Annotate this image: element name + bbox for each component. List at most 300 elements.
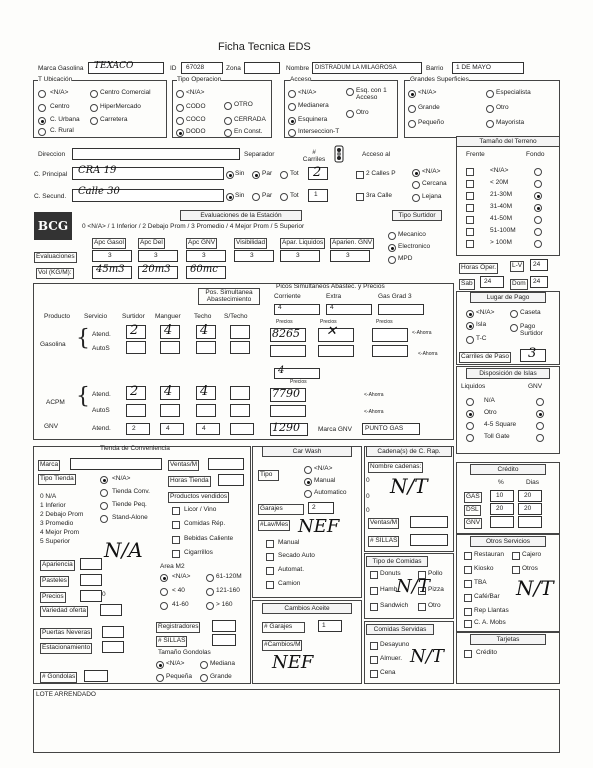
- acpm-autos-manguer-field[interactable]: [160, 404, 180, 417]
- acpm-manguer-value: 4: [164, 384, 173, 399]
- col-techo: Techo: [194, 313, 212, 320]
- direccion-field[interactable]: [72, 148, 240, 160]
- otros-servicios-mark: N/T: [516, 576, 554, 600]
- comidas-label: Comidas Rép.: [184, 520, 226, 527]
- terreno-fondo-radio[interactable]: [534, 192, 542, 200]
- ubicacion-hipermercado-radio[interactable]: [90, 104, 98, 112]
- calle-principal-value: CRA 19: [78, 165, 117, 176]
- eval-column-header: Aparien. GNV: [330, 238, 374, 249]
- acceso-na-2-radio[interactable]: [412, 169, 420, 177]
- cw-automat-checkbox[interactable]: [266, 567, 274, 575]
- otros-servicio-label: Otros: [522, 565, 538, 572]
- tamano-grande-label: Grande: [210, 673, 232, 680]
- gas-grad-picos-field[interactable]: [378, 304, 424, 315]
- eval-value-field[interactable]: [330, 250, 370, 262]
- evaluaciones-title: Evaluaciones de la Estación: [180, 210, 302, 221]
- gas-extra-picos-value: 4: [330, 304, 334, 311]
- area-121-radio[interactable]: [206, 588, 214, 596]
- terreno-row-label: <N/A>: [490, 167, 509, 174]
- cigarrillos-checkbox[interactable]: [172, 550, 180, 558]
- islas-liquidos-radio[interactable]: [466, 434, 474, 442]
- cadena-ventas-field[interactable]: [410, 516, 448, 528]
- principal-sin-label: Sin: [235, 170, 245, 177]
- comida-pizza-label: Pizza: [428, 586, 444, 593]
- otros-servicio-checkbox[interactable]: [464, 594, 472, 602]
- acceso-na-radio[interactable]: [288, 90, 296, 98]
- acceso-esquinera-radio[interactable]: [288, 117, 296, 125]
- area-61-label: 61-120M: [216, 573, 242, 580]
- islas-gnv-radio[interactable]: [536, 422, 544, 430]
- nombre-label: Nombre: [286, 65, 310, 72]
- otros-servicio-checkbox[interactable]: [464, 608, 472, 616]
- operacion-coco-radio[interactable]: [176, 117, 184, 125]
- cadena-value-2: 0: [366, 507, 370, 514]
- terreno-frente-checkbox[interactable]: [466, 192, 474, 200]
- islas-liquidos-radio[interactable]: [466, 422, 474, 430]
- credito-col1: %: [498, 479, 504, 486]
- vol-value: 20m3: [142, 264, 171, 275]
- credito-percent-field[interactable]: [490, 516, 514, 528]
- car-wash-na-radio[interactable]: [304, 466, 312, 474]
- pago-caseta-radio[interactable]: [510, 310, 518, 318]
- nombre-value: DISTRADUM LA MILAGROSA: [315, 65, 397, 71]
- tienda-ventas-field[interactable]: [208, 458, 244, 470]
- terreno-frente-checkbox[interactable]: [466, 240, 474, 248]
- otros-servicio-label: Restauran: [474, 551, 504, 558]
- area-160-radio[interactable]: [206, 602, 214, 610]
- gasolina-surtidor-value: 2: [130, 323, 139, 338]
- gondolas-field[interactable]: [84, 670, 108, 682]
- comida-sandwich-label: Sandwich: [380, 602, 409, 609]
- tamano-pequena-label: Pequeña: [166, 673, 193, 680]
- comida-donuts-checkbox[interactable]: [370, 571, 378, 579]
- tienda-scale-item: 2 Debajo Prom: [40, 511, 84, 518]
- tienda-conv-radio[interactable]: [100, 489, 108, 497]
- tercera-calle-checkbox[interactable]: [356, 193, 364, 201]
- gondolas-label: # Gondolas: [40, 672, 77, 683]
- secund-par-radio[interactable]: [252, 193, 260, 201]
- servida-almuer-label: Almuer.: [380, 655, 403, 662]
- area-na-radio[interactable]: [160, 574, 168, 582]
- cw-manual-checkbox[interactable]: [266, 540, 274, 548]
- tienda-marca-field[interactable]: [70, 458, 162, 470]
- superficies-mayorista-radio[interactable]: [486, 120, 494, 128]
- evaluaciones-row-label: Evaluaciones: [34, 252, 77, 263]
- terreno-frente-checkbox[interactable]: [466, 228, 474, 236]
- gnv-techo-field[interactable]: [196, 423, 220, 435]
- acceso-na-label: <N/A>: [298, 89, 317, 96]
- terreno-frente-label: Frente: [466, 151, 485, 158]
- surtidor-mpd-label: MPD: [398, 255, 413, 262]
- principal-par-radio[interactable]: [252, 171, 260, 179]
- comida-hamb-checkbox[interactable]: [370, 587, 378, 595]
- pago-na-radio[interactable]: [466, 310, 474, 318]
- tarjetas-title: Tarjetas: [470, 634, 546, 645]
- operacion-cerrada-radio[interactable]: [224, 117, 232, 125]
- gasolina-autos-surtidor-field[interactable]: [126, 341, 146, 354]
- operacion-otro-radio[interactable]: [224, 102, 232, 110]
- eval-value-field[interactable]: [234, 250, 274, 262]
- operacion-en-const-radio[interactable]: [224, 129, 232, 137]
- superficies-title: Grandes Superficies: [410, 76, 469, 83]
- pago-isla-label: Isla: [476, 321, 487, 328]
- acpm-brace: {: [76, 384, 90, 409]
- tamano-gondolas-label: Tamaño Gondolas: [158, 649, 211, 656]
- secund-sin-label: Sin: [235, 192, 245, 199]
- gas-corriente-precio-value: 8265: [272, 327, 300, 340]
- acpm-autos-stecho-field[interactable]: [230, 404, 250, 417]
- estacionamiento-field[interactable]: [102, 641, 124, 653]
- car-wash-garajes-label: Garajes: [258, 504, 304, 515]
- acceso-esq-radio[interactable]: [346, 88, 354, 96]
- eval-column-header: Apc GNV: [186, 238, 217, 249]
- surtidor-electronico-radio[interactable]: [388, 244, 396, 252]
- acpm-autos-techo-field[interactable]: [196, 404, 216, 417]
- gas-grad-precios-label: Precios: [376, 319, 393, 325]
- col-surtidor: Surtidor: [122, 313, 145, 320]
- surtidor-mpd-radio[interactable]: [388, 256, 396, 264]
- cadena-value-1: 0: [366, 493, 370, 500]
- comida-otro-checkbox[interactable]: [418, 603, 426, 611]
- eval-column-header: Apc Del: [138, 238, 165, 249]
- secund-sin-radio[interactable]: [226, 193, 234, 201]
- tienda-marca-label: Marca: [38, 460, 60, 471]
- acceso-interseccion-label: Interseccion-T: [298, 128, 340, 135]
- horas-tienda-label: Horas Tienda: [168, 476, 211, 487]
- servida-desayuno-label: Desayuno: [380, 641, 410, 648]
- licor-label: Licor / Vino: [184, 506, 217, 513]
- tienda-title: Tienda de Conveniencia: [100, 445, 170, 452]
- barrio-label: Barrio: [426, 65, 444, 72]
- tamano-na-radio[interactable]: [156, 661, 164, 669]
- ubicacion-urbana-radio[interactable]: [38, 117, 46, 125]
- gas-corriente-autos-field[interactable]: [270, 345, 306, 357]
- ubicacion-centro-radio[interactable]: [38, 104, 46, 112]
- apariencia-field[interactable]: [80, 558, 102, 570]
- tienda-sillas-field[interactable]: [212, 634, 236, 646]
- superficies-otro-radio[interactable]: [486, 105, 494, 113]
- islas-option-label: Toll Gate: [484, 433, 510, 440]
- operacion-dodo-radio[interactable]: [176, 129, 184, 137]
- pago-isla-radio[interactable]: [466, 322, 474, 330]
- horas-tienda-field[interactable]: [218, 474, 244, 486]
- servida-cena-checkbox[interactable]: [370, 670, 378, 678]
- principal-tot-radio[interactable]: [280, 171, 288, 179]
- car-wash-manual-radio[interactable]: [304, 478, 312, 486]
- ca-garajes-label: # Garajes: [262, 622, 305, 633]
- carriles-label: # Carriles: [302, 149, 326, 163]
- ubicacion-centro-label: Centro: [50, 103, 70, 110]
- otros-servicio-label: C. A. Mobs: [474, 619, 506, 626]
- eval-value: 3: [296, 252, 300, 259]
- pago-surtidor-label: Pago Surtidor: [520, 323, 543, 337]
- col-stecho: S/Techo: [224, 313, 248, 320]
- acceso-otro-label: Otro: [356, 109, 369, 116]
- superficies-pequeno-label: Pequeño: [418, 119, 445, 126]
- otros-servicio-checkbox[interactable]: [512, 552, 520, 560]
- islas-liquidos-label: Liquidos: [461, 383, 486, 390]
- cw-camion-checkbox[interactable]: [266, 581, 274, 589]
- servida-desayuno-checkbox[interactable]: [370, 642, 378, 650]
- eval-value: 3: [154, 252, 158, 259]
- otros-servicio-checkbox[interactable]: [464, 566, 472, 574]
- terreno-fondo-radio[interactable]: [534, 204, 542, 212]
- gasolina-autos-stecho-field[interactable]: [230, 341, 250, 354]
- horas-dom-label: Dom: [510, 279, 528, 290]
- acceso-lejana-label: Lejana: [422, 193, 442, 200]
- area-61-radio[interactable]: [206, 574, 214, 582]
- terreno-fondo-radio[interactable]: [534, 168, 542, 176]
- tarjeta-credito-checkbox[interactable]: [464, 650, 472, 658]
- terreno-fondo-radio[interactable]: [534, 228, 542, 236]
- otros-servicio-checkbox[interactable]: [464, 580, 472, 588]
- vol-value: 60mc: [190, 264, 218, 275]
- licor-checkbox[interactable]: [172, 507, 180, 515]
- gnv-precio-value: 1290: [272, 421, 300, 434]
- eval-column-header: Apc Gasol: [92, 238, 126, 249]
- ubicacion-centro-comercial-radio[interactable]: [90, 90, 98, 98]
- tienda-scale-item: 1 Inferior: [40, 502, 66, 509]
- credito-col2: Dias: [526, 479, 540, 486]
- comida-otro-label: Otro: [428, 602, 441, 609]
- terreno-row-label: > 100M: [490, 239, 512, 246]
- ubicacion-carretera-radio[interactable]: [90, 117, 98, 125]
- operacion-codo-radio[interactable]: [176, 104, 184, 112]
- pago-tc-radio[interactable]: [466, 336, 474, 344]
- marca-gasolina-value: TEXACO: [94, 61, 134, 71]
- bcg-logo: BCG: [34, 212, 72, 240]
- operacion-otro-label: OTRO: [234, 101, 253, 108]
- terreno-fondo-radio[interactable]: [534, 180, 542, 188]
- terreno-frente-checkbox[interactable]: [466, 168, 474, 176]
- cadena-value-0: 0: [366, 477, 370, 484]
- zona-label: Zona: [226, 65, 241, 72]
- direccion-label: Direccion: [38, 151, 66, 158]
- cw-automat-label: Automat.: [278, 566, 305, 573]
- acceso-lejana-radio[interactable]: [412, 194, 420, 202]
- gas-grad-label: Gas Grad 3: [378, 293, 412, 300]
- dos-calles-label: 2 Calles P: [366, 170, 396, 177]
- cadena-sillas-label: # SILLAS: [368, 536, 399, 547]
- gasolina-autos-manguer-field[interactable]: [160, 341, 180, 354]
- credito-title: Crédito: [470, 464, 546, 475]
- marca-gnv-value: PUNTO GAS: [365, 425, 404, 432]
- pago-surtidor-radio[interactable]: [510, 324, 518, 332]
- terreno-row-label: 41-50M: [490, 215, 513, 222]
- otros-servicio-checkbox[interactable]: [464, 552, 472, 560]
- acceso-interseccion-radio[interactable]: [288, 129, 296, 137]
- gas-corriente-picos-value: 4: [278, 304, 282, 311]
- calle-secund-value: Calle 30: [78, 186, 120, 197]
- tienda-precios-value: 0: [102, 591, 106, 598]
- operacion-na-radio[interactable]: [176, 90, 184, 98]
- cw-camion-label: Camion: [278, 580, 301, 587]
- superficies-na-radio[interactable]: [408, 90, 416, 98]
- terreno-frente-checkbox[interactable]: [466, 216, 474, 224]
- ubicacion-carretera-label: Carretera: [100, 116, 128, 123]
- islas-gnv-radio[interactable]: [536, 434, 544, 442]
- gas-grad-autos-field[interactable]: [372, 345, 408, 357]
- horas-sab-label: Sab: [459, 279, 475, 290]
- gnv-manguer-value: 4: [166, 425, 170, 432]
- car-wash-auto-label: Automatico: [314, 489, 347, 496]
- cigarrillos-label: Cigarrillos: [184, 549, 213, 556]
- credito-dias-value: 20: [524, 492, 532, 499]
- tamano-pequena-radio[interactable]: [156, 674, 164, 682]
- car-wash-garajes-value: 2: [312, 504, 316, 511]
- calle-principal-label: C. Principal: [34, 171, 68, 178]
- ubicacion-hipermercado-label: HiperMercado: [100, 103, 141, 110]
- gasolina-autos-techo-field[interactable]: [196, 341, 216, 354]
- estacionamiento-label: Estacionamiento: [40, 643, 92, 654]
- separador-label: Separador: [244, 151, 275, 158]
- area-40-radio[interactable]: [160, 588, 168, 596]
- gnv-manguer-field[interactable]: [160, 423, 184, 435]
- tienda-na-radio[interactable]: [100, 476, 108, 484]
- gas-extra-autos-field[interactable]: [318, 345, 354, 357]
- operacion-coco-label: COCO: [186, 116, 206, 123]
- bebidas-checkbox[interactable]: [172, 536, 180, 544]
- acpm-autos-surtidor-field[interactable]: [126, 404, 146, 417]
- gas-grad-precio-field[interactable]: [372, 328, 408, 342]
- variedad-field[interactable]: [100, 604, 122, 616]
- comidas-checkbox[interactable]: [172, 521, 180, 529]
- gnv-label: GNV: [44, 423, 59, 430]
- evaluaciones-scale: 0 <N/A> / 1 Inferior / 2 Debajo Prom / 3 Promedio / 4 Mejor Prom / 5 Superior: [82, 223, 305, 230]
- terreno-fondo-radio[interactable]: [534, 216, 542, 224]
- principal-sin-radio[interactable]: [226, 171, 234, 179]
- pasteles-field[interactable]: [80, 574, 102, 586]
- zona-field[interactable]: [244, 62, 280, 74]
- eval-value-field[interactable]: [92, 250, 132, 262]
- ubicacion-na-radio[interactable]: [38, 90, 46, 98]
- tamano-grande-radio[interactable]: [200, 674, 208, 682]
- comidas-servidas-mark: N/T: [410, 646, 444, 667]
- marca-gasolina-label: Marca Gasolina: [38, 65, 84, 72]
- terreno-fondo-radio[interactable]: [534, 240, 542, 248]
- dos-calles-checkbox[interactable]: [356, 171, 364, 179]
- cambios-aceite-title: Cambios Aceite: [262, 603, 352, 614]
- tienda-scale-item: 0 N/A: [40, 493, 57, 500]
- eval-value-field[interactable]: [280, 250, 320, 262]
- credito-row-label: GNV: [464, 518, 482, 529]
- tamano-na-label: <N/A>: [166, 660, 185, 667]
- acpm-picos-value: 4: [278, 365, 285, 376]
- superficies-na-label: <N/A>: [418, 89, 437, 96]
- marca-gnv-label: Marca GNV: [318, 426, 352, 433]
- comida-sandwich-checkbox[interactable]: [370, 603, 378, 611]
- tienda-peq-radio[interactable]: [100, 502, 108, 510]
- car-wash-auto-radio[interactable]: [304, 490, 312, 498]
- lote-group: [33, 689, 560, 753]
- otros-servicio-checkbox[interactable]: [512, 566, 520, 574]
- lav-mes-label: #Lav/Mes: [258, 520, 290, 531]
- picos-header: Picos Simultaneos Abastec. y Precios: [276, 283, 385, 290]
- tamano-mediana-radio[interactable]: [200, 661, 208, 669]
- horas-lv-value: 24: [533, 261, 541, 268]
- cambios-aceite-mark: NEF: [272, 652, 314, 673]
- eval-column-header: Apar. Liquidos: [280, 238, 325, 249]
- credito-dias-value: 20: [524, 505, 532, 512]
- cw-secado-checkbox[interactable]: [266, 553, 274, 561]
- superficies-grande-radio[interactable]: [408, 105, 416, 113]
- apariencia-label: Apariencia: [40, 560, 75, 571]
- registradores-field[interactable]: [212, 620, 236, 632]
- terreno-row-label: 31-40M: [490, 203, 513, 210]
- gasolina-stecho-field[interactable]: [230, 325, 250, 339]
- eval-value-field[interactable]: [138, 250, 178, 262]
- acceso-otro-radio[interactable]: [346, 110, 354, 118]
- eval-value: 3: [202, 252, 206, 259]
- secund-carriles-field[interactable]: [308, 189, 328, 202]
- acceso-medianera-radio[interactable]: [288, 103, 296, 111]
- barrio-value: 1 DE MAYO: [456, 64, 491, 71]
- servida-almuer-checkbox[interactable]: [370, 656, 378, 664]
- puertas-field[interactable]: [102, 626, 124, 638]
- surtidor-mecanico-radio[interactable]: [388, 232, 396, 240]
- islas-option-label: 4-5 Square: [484, 421, 517, 428]
- operacion-cerrada-label: CERRADA: [234, 116, 266, 123]
- operacion-dodo-label: DODO: [186, 128, 206, 135]
- horas-label: Horas Oper.: [459, 263, 498, 274]
- terreno-frente-checkbox[interactable]: [466, 180, 474, 188]
- islas-liquidos-radio[interactable]: [466, 398, 474, 406]
- tienda-na-label: <N/A>: [112, 475, 131, 482]
- gnv-stecho-field[interactable]: [230, 423, 254, 435]
- gasolina-techo-value: 4: [200, 323, 209, 338]
- registradores-label: Registradores: [156, 622, 200, 633]
- acceso-medianera-label: Medianera: [298, 102, 329, 109]
- pasteles-label: Pasteles: [40, 576, 69, 587]
- superficies-otro-label: Otro: [496, 104, 509, 111]
- acpm-ahorra-label: <-Ahorra: [364, 392, 384, 398]
- tipo-surtidor-title: Tipo Surtidor: [392, 210, 442, 221]
- acceso-cercana-radio[interactable]: [412, 181, 420, 189]
- gnv-surtidor-field[interactable]: [126, 423, 150, 435]
- surtidor-mecanico-label: Mecanico: [398, 231, 426, 238]
- gnv-techo-value: 4: [202, 425, 206, 432]
- cadena-sillas-field[interactable]: [410, 534, 448, 546]
- operacion-en-const-label: En Const.: [234, 128, 263, 135]
- otros-servicio-label: Kiosko: [474, 565, 494, 572]
- cadena-mark: N/T: [390, 474, 428, 498]
- superficies-especialista-radio[interactable]: [486, 90, 494, 98]
- eval-value: 3: [346, 252, 350, 259]
- tienda-stand-radio[interactable]: [100, 515, 108, 523]
- eval-value-field[interactable]: [186, 250, 226, 262]
- acpm-autos-precio-field[interactable]: [270, 405, 306, 417]
- islas-gnv-radio[interactable]: [536, 398, 544, 406]
- secund-tot-radio[interactable]: [280, 193, 288, 201]
- superficies-pequeno-radio[interactable]: [408, 120, 416, 128]
- otros-servicio-checkbox[interactable]: [464, 620, 472, 628]
- credito-percent-value: 10: [496, 492, 504, 499]
- acpm-stecho-field[interactable]: [230, 386, 250, 400]
- area-41-radio[interactable]: [160, 602, 168, 610]
- gasolina-autos-label: AutoS: [92, 345, 110, 352]
- ubicacion-centro-comercial-label: Centro Comercial: [100, 89, 151, 96]
- tipo-operacion-title: Tipo Operacion: [177, 76, 222, 83]
- islas-option-label: Otro: [484, 409, 497, 416]
- ubicacion-rural-radio[interactable]: [38, 128, 46, 136]
- islas-gnv-radio[interactable]: [536, 410, 544, 418]
- terreno-row-label: 51-100M: [490, 227, 516, 234]
- islas-liquidos-radio[interactable]: [466, 410, 474, 418]
- credito-dias-field[interactable]: [518, 516, 542, 528]
- cadena-ventas-label: Ventas/M: [368, 518, 399, 529]
- terreno-frente-checkbox[interactable]: [466, 204, 474, 212]
- tienda-precios-field[interactable]: [80, 590, 102, 602]
